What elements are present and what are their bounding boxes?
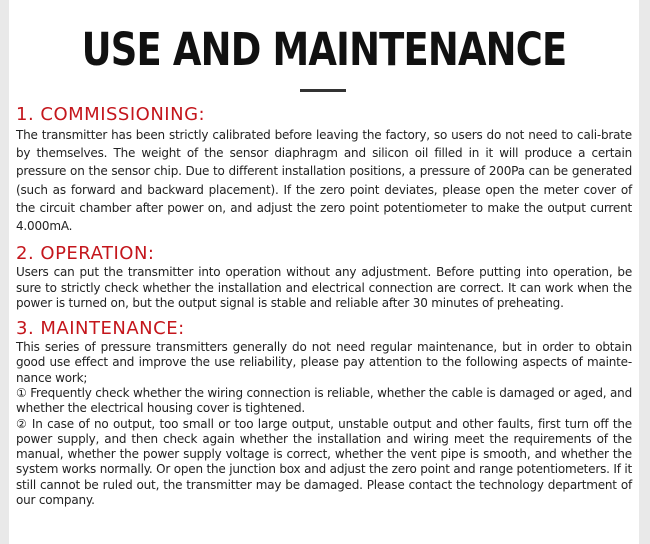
section-commissioning [16, 104, 632, 235]
section-heading: 2. OPERATION: [16, 243, 155, 265]
content [16, 104, 632, 508]
document-card [9, 0, 639, 544]
section-heading: 3. MAINTENANCE: [16, 318, 185, 340]
section-maintenance [16, 318, 632, 508]
section-body: This series of pressure transmitters generally do not need regular maintenance, but in order to obtain good use effect and improve the use reliability, please pay attention to the following aspects of mainte-nance work; [16, 340, 632, 385]
title-divider [300, 89, 346, 92]
section-heading: 1. COMMISSIONING: [16, 104, 206, 125]
maintenance-item: ① Frequently check whether the wiring connection is reliable, whether the cable is damaged or aged, and whether the electrical housing cover is tightened. [16, 386, 632, 416]
section-body: The transmitter has been strictly calibrated before leaving the factory, so users do not need to cali-brate by themselves. The weight of the sensor diaphragm and silicon oil filled in it will produce a certain pressure on the sensor chip. Due to different installation positions, a pressure of 200Pa can be generated (such as forward and backward placement). If the zero point deviates, please open the meter cover of the circuit chamber after power on, and adjust the zero point potentiometer to make the output current 4.000mA. [16, 128, 632, 234]
page-title: USE AND MAINTENANCE [81, 23, 567, 76]
maintenance-item: ② In case of no output, too small or too large output, unstable output and other faults, first turn off the power supply, and then check again whether the installation and wiring meet the requirements of the manual, whether the power supply voltage is correct, whether the vent pipe is smooth, and whether the system works normally. Or open the junction box and adjust the zero point and range potentiometers. If it still cannot be ruled out, the transmitter may be damaged. Please contact the technology department of our company. [16, 416, 632, 508]
section-body: Users can put the transmitter into operation without any adjustment. Before putting into operation, be sure to strictly check whether the installation and electrical connection are correct. It can work when the power is turned on, but the output signal is stable and reliable after 30 minutes of preheating. [16, 265, 632, 310]
section-operation [16, 243, 632, 311]
